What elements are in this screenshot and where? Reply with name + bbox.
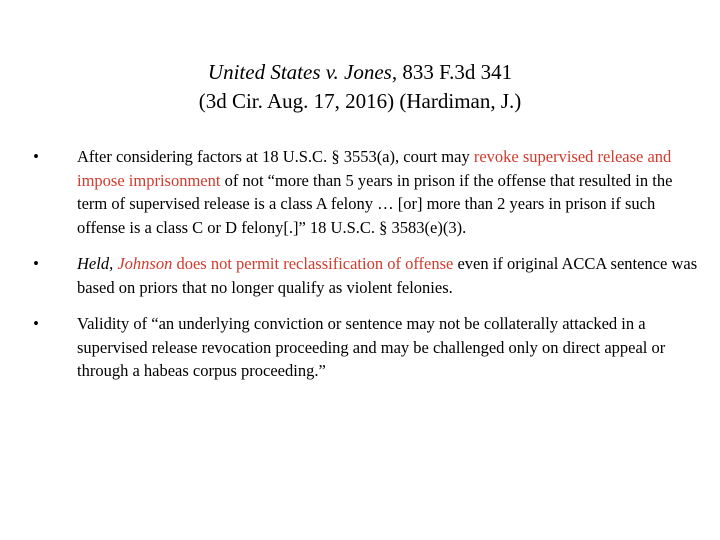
bullet-item-validity — [30, 312, 700, 383]
citation: , 833 F.3d 341 — [391, 60, 513, 84]
bullet-text: Validity of “an underlying conviction or sentence may not be collaterally attacked in a supervised release revocation proceeding and may be challenged only on direct appeal or through a habeas corpus proceeding.” — [77, 314, 666, 380]
text-segment: After considering factors at 18 U.S.C. § 3553(a), court may — [77, 147, 474, 166]
bullet-icon: • — [33, 147, 39, 166]
held-label: Held — [77, 254, 110, 273]
bullet-icon: • — [33, 254, 39, 273]
title-line-1 — [0, 58, 720, 87]
slide-title — [0, 58, 720, 116]
text-segment: , — [109, 254, 118, 273]
case-reference: Johnson — [117, 254, 173, 273]
bullet-text — [77, 254, 697, 297]
bullet-item-revocation — [30, 145, 700, 239]
text-segment: of not “more than 5 years in prison if the offense that resulted in the term of supervised release is a class A felony … [or] more than 2 years in prison if such offense is a class C or D felony[.]” 18 U.S.C. § 3583(e)(3). — [77, 170, 673, 237]
bullet-icon: • — [33, 314, 39, 333]
title-line-2: (3d Cir. Aug. 17, 2016) (Hardiman, J.) — [198, 89, 522, 113]
highlighted-phrase: does not permit reclassification of offense — [172, 254, 454, 273]
text-segment: even if original ACCA sentence was based on priors that no longer qualify as violent felonies. — [77, 254, 698, 297]
highlighted-phrase: revoke supervised release and impose imprisonment — [77, 147, 672, 190]
bullet-list — [30, 145, 700, 396]
case-name: United States v. Jones — [207, 60, 392, 84]
bullet-text — [77, 147, 672, 237]
bullet-item-holding — [30, 252, 700, 299]
